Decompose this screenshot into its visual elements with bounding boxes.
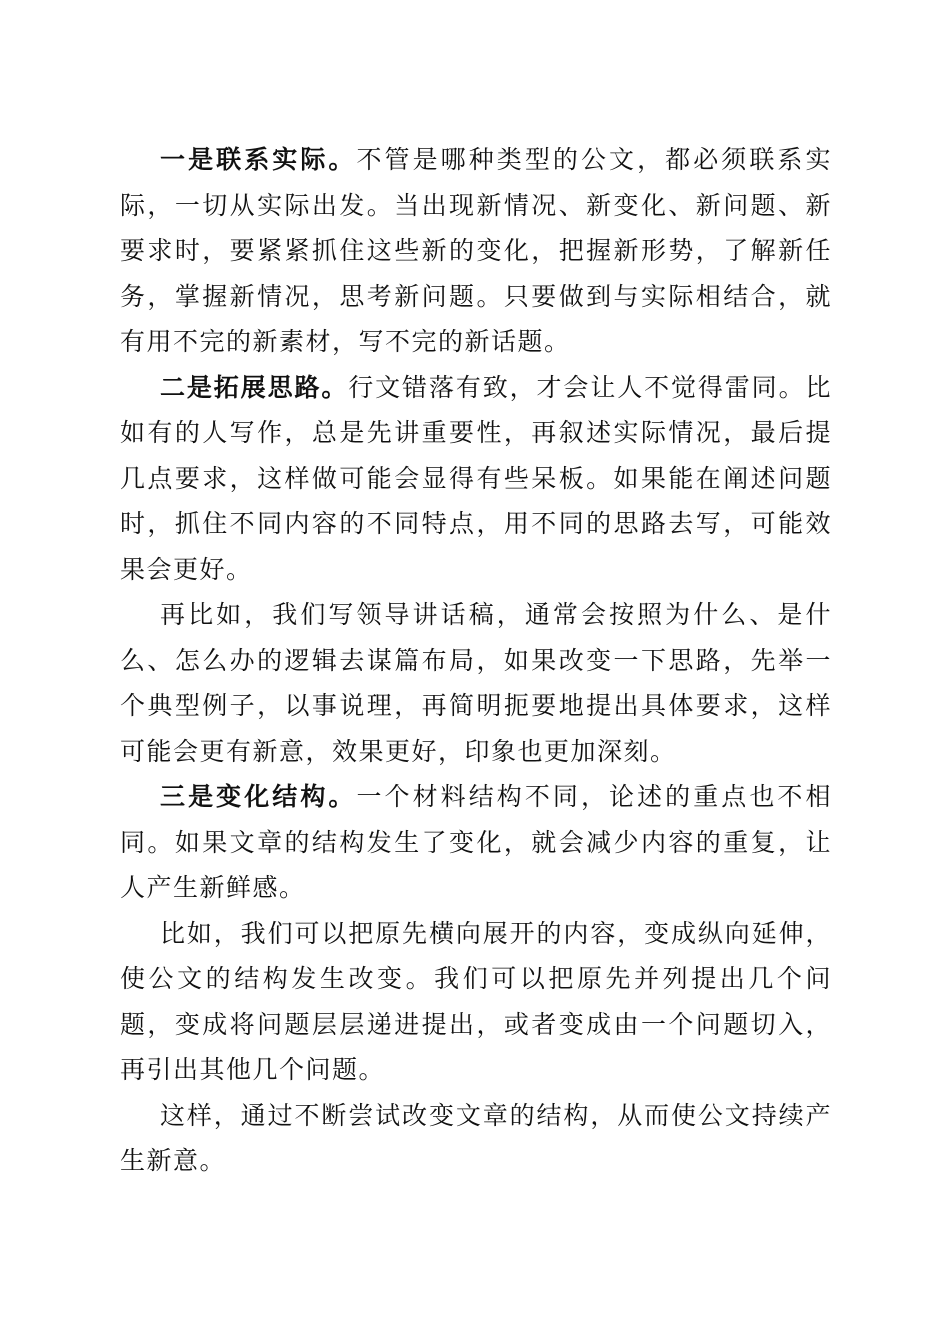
paragraph-6 — [120, 1093, 832, 1184]
paragraph-1 — [120, 137, 832, 365]
paragraph-2-heading: 二是拓展思路。 — [160, 372, 349, 402]
paragraph-4 — [120, 774, 832, 911]
paragraph-6-text: 这样，通过不断尝试改变文章的结构，从而使公文持续产生新意。 — [120, 1100, 832, 1175]
paragraph-3 — [120, 592, 832, 774]
paragraph-5-text: 比如，我们可以把原先横向展开的内容，变成纵向延伸，使公文的结构发生改变。我们可以把原先并列提出几个问题，变成将问题层层递进提出，或者变成由一个问题切入，再引出其他几个问题。 — [120, 918, 832, 1084]
paragraph-4-heading: 三是变化结构。 — [160, 782, 357, 811]
paragraph-1-heading: 一是联系实际。 — [160, 145, 357, 174]
paragraph-3-text: 再比如，我们写领导讲话稿，通常会按照为什么、是什么、怎么办的逻辑去谋篇布局，如果改变一下思路，先举一个典型例子，以事说理，再简明扼要地提出具体要求，这样可能会更有新意，效果更好，印象也更加深刻。 — [120, 600, 832, 766]
document-body — [120, 137, 832, 1184]
paragraph-1-text: 不管是哪种类型的公文，都必须联系实际，一切从实际出发。当出现新情况、新变化、新问题、新要求时，要紧紧抓住这些新的变化，把握新形势，了解新任务，掌握新情况，思考新问题。只要做到与实际相结合，就有用不完的新素材，写不完的新话题。 — [120, 145, 832, 356]
paragraph-5 — [120, 911, 832, 1093]
paragraph-2-text: 行文错落有致，才会让人不觉得雷同。比如有的人写作，总是先讲重要性，再叙述实际情况，最后提几点要求，这样做可能会显得有些呆板。如果能在阐述问题时，抓住不同内容的不同特点，用不同的思路去写，可能效果会更好。 — [120, 372, 832, 584]
paragraph-4-text: 一个材料结构不同，论述的重点也不相同。如果文章的结构发生了变化，就会减少内容的重复，让人产生新鲜感。 — [120, 782, 832, 902]
paragraph-2 — [120, 365, 832, 593]
